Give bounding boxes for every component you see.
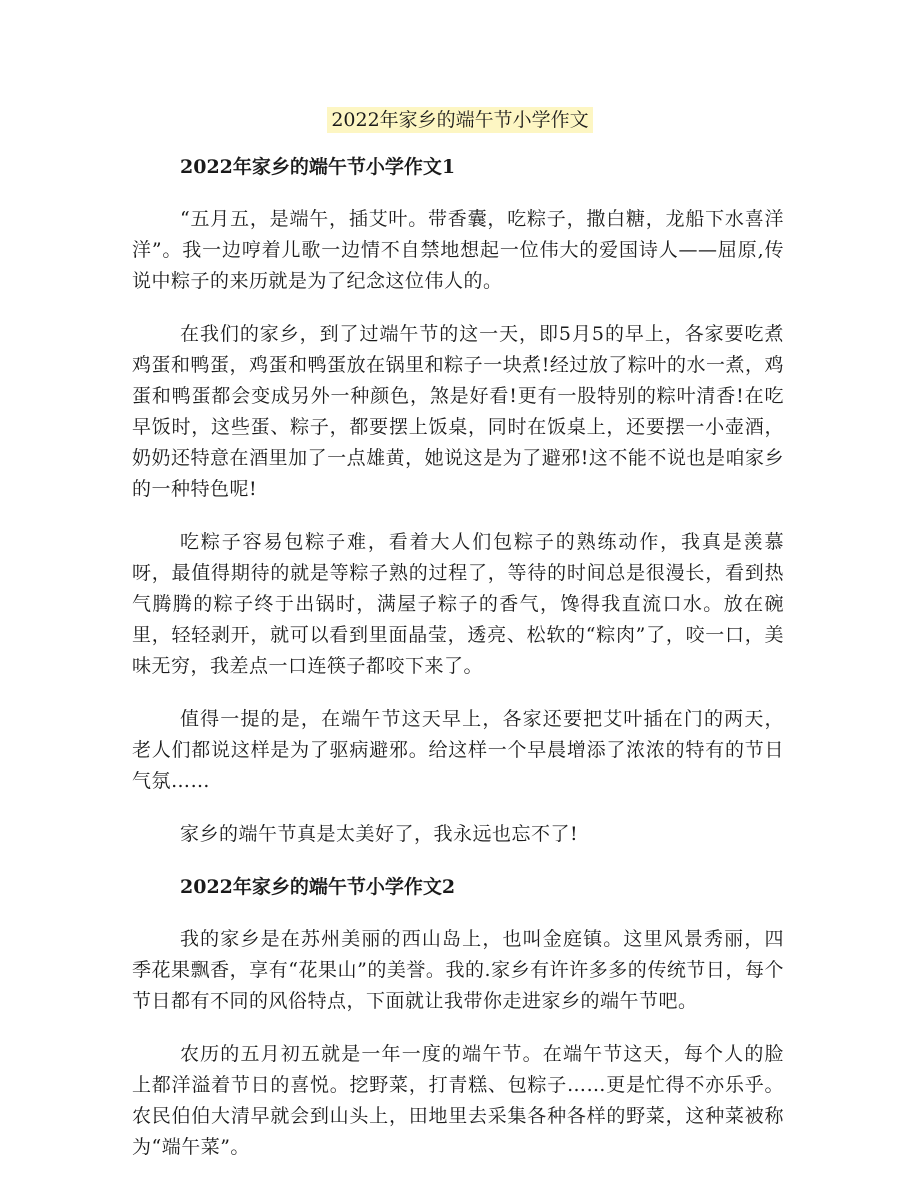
section-1-paragraph-5: 家乡的端午节真是太美好了，我永远也忘不了!	[180, 823, 579, 845]
section-2-paragraph-2: 农历的五月初五就是一年一度的端午节。在端午节这天，每个人的脸上都洋溢着节日的喜悦。挖野菜，打青糕、包粽子……更是忙得不亦乐乎。农民伯伯大清早就会到山头上，田地里去采集各种各样的野菜，这种菜被称为“端午菜”。	[132, 1043, 784, 1158]
document-title-text: 2022年家乡的端午节小学作文	[327, 107, 592, 133]
section-heading-1: 2022年家乡的端午节小学作文1	[180, 156, 456, 178]
section-heading-2: 2022年家乡的端午节小学作文2	[180, 876, 456, 898]
document-title	[0, 105, 920, 135]
section-1-paragraph-4: 值得一提的是，在端午节这天早上，各家还要把艾叶插在门的两天，老人们都说这样是为了驱病避邪。给这样一个早晨增添了浓浓的特有的节日气氛……	[132, 708, 784, 792]
section-2-paragraph-1: 我的家乡是在苏州美丽的西山岛上，也叫金庭镇。这里风景秀丽，四季花果飘香，享有“花果山”的美誉。我的.家乡有许许多多的传统节日，每个节日都有不同的风俗特点，下面就让我带你走进家乡的端午节吧。	[132, 928, 784, 1012]
section-1-paragraph-2: 在我们的家乡，到了过端午节的这一天，即5月5的早上，各家要吃煮鸡蛋和鸭蛋，鸡蛋和鸭蛋放在锅里和粽子一块煮!经过放了粽叶的水一煮，鸡蛋和鸭蛋都会变成另外一种颜色，煞是好看!更有一股特别的粽叶清香!在吃早饭时，这些蛋、粽子，都要摆上饭桌，同时在饭桌上，还要摆一小壶酒，奶奶还特意在酒里加了一点雄黄，她说这是为了避邪!这不能不说也是咱家乡的一种特色呢!	[132, 323, 784, 500]
document-body	[132, 152, 784, 1185]
section-1-paragraph-3: 吃粽子容易包粽子难，看着大人们包粽子的熟练动作，我真是羡慕呀，最值得期待的就是等粽子熟的过程了，等待的时间总是很漫长，看到热气腾腾的粽子终于出锅时，满屋子粽子的香气，馋得我直流口水。放在碗里，轻轻剥开，就可以看到里面晶莹，透亮、松软的“粽肉”了，咬一口，美味无穷，我差点一口连筷子都咬下来了。	[132, 531, 784, 677]
section-1-paragraph-1: “五月五，是端午，插艾叶。带香囊，吃粽子，撒白糖，龙船下水喜洋洋”。我一边哼着儿歌一边情不自禁地想起一位伟大的爱国诗人——屈原,传说中粽子的来历就是为了纪念这位伟人的。	[132, 208, 784, 292]
